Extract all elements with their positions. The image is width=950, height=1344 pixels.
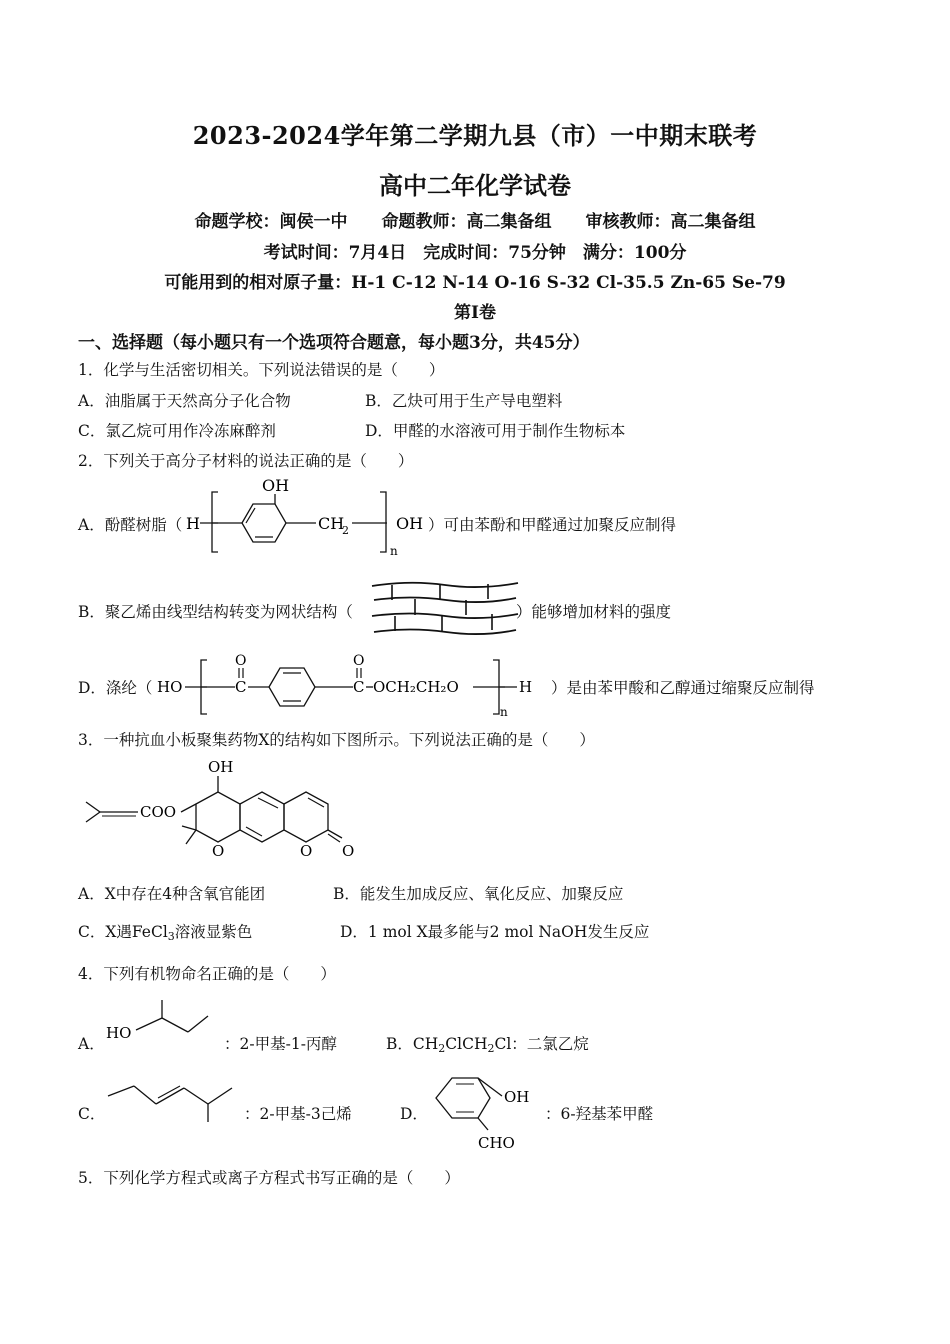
struct-d-o1: O xyxy=(235,653,247,669)
struct-d-n: n xyxy=(500,705,508,719)
network-structure-diagram xyxy=(370,578,520,638)
q4-d-structure xyxy=(428,1068,548,1154)
section-title: 一、选择题（每小题只有一个选项符合题意，每小题3分，共45分） xyxy=(78,333,590,353)
q3-option-d: D．1 mol X最多能与2 mol NaOH发生反应 xyxy=(340,923,650,941)
q1-stem: 1．化学与生活密切相关。下列说法错误的是（ ） xyxy=(78,361,445,379)
q3-option-c: C．X遇FeCl$_3$溶液显紫色 xyxy=(78,923,253,943)
q4-option-c-name: ：2-甲基-3己烯 xyxy=(244,1105,352,1123)
q3-option-b: B．能发生加成反应、氧化反应、加聚反应 xyxy=(333,885,624,903)
struct-d-ho: HO xyxy=(157,678,183,696)
struct-q4d-oh: OH xyxy=(504,1088,530,1106)
struct-x-coo: COO xyxy=(140,803,177,821)
exam-info-atomic-mass: 可能用到的相对原子量：H-1 C-12 N-14 O-16 S-32 Cl-35.5 Zn-65 Se-79 xyxy=(164,273,786,293)
struct-d-chain: OCH₂CH₂O xyxy=(373,678,459,696)
q2-option-a-suffix: ）可由苯酚和甲醛通过加聚反应制得 xyxy=(428,516,677,534)
q2-stem: 2．下列关于高分子材料的说法正确的是（ ） xyxy=(78,452,414,470)
q2-option-d-prefix: D．涤纶（ xyxy=(78,679,153,697)
q4-a-structure xyxy=(104,994,224,1050)
struct-x-o-keto: O xyxy=(342,842,355,860)
q3-stem: 3．一种抗血小板聚集药物X的结构如下图所示。下列说法正确的是（ ） xyxy=(78,731,595,749)
q2-option-a-prefix: A．酚醛树脂（ xyxy=(78,516,183,534)
q1-option-c: C．氯乙烷可用作冷冻麻醉剂 xyxy=(78,422,276,440)
q1-option-a: A．油脂属于天然高分子化合物 xyxy=(78,392,291,410)
struct-x-o-ring1: O xyxy=(212,842,225,860)
q2-option-b-prefix: B．聚乙烯由线型结构转变为网状结构（ xyxy=(78,603,353,621)
q4-option-b: B．$CH_2ClCH_2Cl$：二氯乙烷 xyxy=(386,1035,589,1055)
polyester-structure xyxy=(155,652,555,720)
q4-option-a-name: ：2-甲基-1-丙醇 xyxy=(224,1035,337,1053)
q5-stem: 5．下列化学方程式或离子方程式书写正确的是（ ） xyxy=(78,1169,460,1187)
phenolic-resin-structure xyxy=(182,476,432,558)
q4-option-d-name: ：6-羟基苯甲醛 xyxy=(545,1105,654,1123)
struct-d-o2: O xyxy=(353,653,365,669)
struct-a-h: H xyxy=(186,514,200,533)
exam-subtitle: 高中二年化学试卷 xyxy=(379,171,571,200)
struct-q4d-cho: CHO xyxy=(478,1134,515,1152)
q4-option-a-label: A． xyxy=(78,1035,105,1053)
struct-a-ch2-sub: 2 xyxy=(342,524,349,537)
exam-info-time: 考试时间：7月4日 完成时间：75分钟 满分：100分 xyxy=(263,243,687,263)
struct-x-oh: OH xyxy=(208,758,234,776)
q2-option-b-suffix: ）能够增加材料的强度 xyxy=(516,603,672,621)
q1-option-d: D．甲醛的水溶液可用于制作生物标本 xyxy=(365,422,626,440)
exam-title: 2023-2024学年第二学期九县（市）一中期末联考 xyxy=(192,121,758,150)
q1-option-b: B．乙炔可用于生产导电塑料 xyxy=(365,392,563,410)
q3-option-a: A．X中存在4种含氧官能团 xyxy=(78,885,266,903)
q4-stem: 4．下列有机物命名正确的是（ ） xyxy=(78,965,336,983)
q2-option-d-suffix: ）是由苯甲酸和乙醇通过缩聚反应制得 xyxy=(551,679,815,697)
struct-a-n: n xyxy=(390,544,398,558)
struct-a-oh-top: OH xyxy=(262,476,290,495)
struct-a-oh-end: OH xyxy=(396,514,424,533)
struct-d-c1: C xyxy=(235,678,247,696)
q4-c-structure xyxy=(104,1076,244,1126)
drug-x-structure xyxy=(78,758,378,868)
struct-d-c2: C xyxy=(353,678,365,696)
exam-info-authors: 命题学校：闽侯一中 命题教师：高二集备组 审核教师：高二集备组 xyxy=(194,212,756,232)
struct-d-h: H xyxy=(519,678,533,696)
volume-label: 第I卷 xyxy=(454,303,496,323)
struct-x-o-ring2: O xyxy=(300,842,313,860)
q4-option-c-label: C． xyxy=(78,1105,106,1123)
q4-option-d-label: D． xyxy=(400,1105,428,1123)
struct-q4a-ho: HO xyxy=(106,1024,132,1042)
struct-a-ch2: CH xyxy=(318,514,345,533)
